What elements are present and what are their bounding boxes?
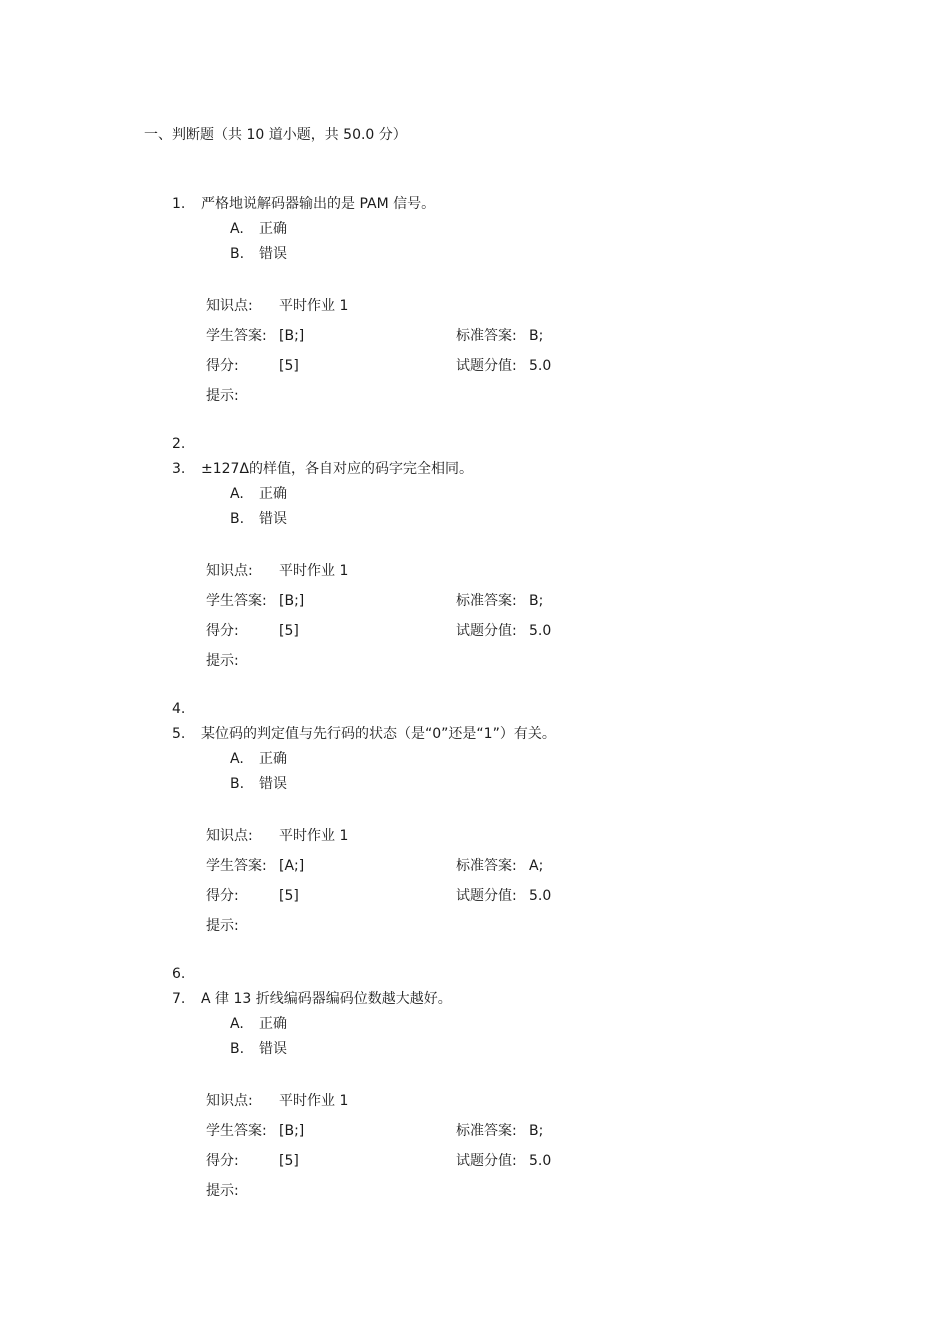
score-label: 得分: (206, 623, 239, 639)
standard-answer-value: B; (529, 1123, 544, 1139)
hint-row (172, 387, 872, 417)
score-value: [5] (279, 888, 299, 904)
option-a (172, 1015, 872, 1040)
knowledge-row (172, 562, 872, 592)
hint-label: 提示: (206, 388, 239, 404)
section-title: 一、判断题（共 10 道小题，共 50.0 分） (144, 127, 407, 143)
knowledge-label: 知识点: (206, 298, 253, 314)
knowledge-row (172, 1092, 872, 1122)
question-text: 严格地说解码器输出的是 PAM 信号。 (201, 196, 436, 212)
answer-info (172, 297, 872, 417)
question-block (172, 725, 872, 990)
student-answer-value: [B;] (279, 1123, 305, 1139)
option-letter: A. (230, 1016, 244, 1032)
option-a (172, 750, 872, 775)
option-a (172, 485, 872, 510)
standard-answer-label: 标准答案: (456, 593, 517, 609)
option-text: 错误 (259, 246, 287, 262)
option-text: 正确 (259, 221, 287, 237)
question-value-label: 试题分值: (456, 623, 517, 639)
empty-question-number (172, 435, 872, 460)
question-number: 6. (172, 966, 186, 982)
option-b (172, 1040, 872, 1065)
option-a (172, 220, 872, 245)
student-answer-value: [B;] (279, 328, 305, 344)
score-label: 得分: (206, 888, 239, 904)
answer-row (172, 1122, 872, 1152)
question-value-value: 5.0 (529, 1153, 552, 1169)
option-text: 错误 (259, 511, 287, 527)
option-letter: B. (230, 246, 245, 262)
empty-question-number (172, 965, 872, 990)
question-line (172, 460, 872, 485)
option-b (172, 775, 872, 800)
student-answer-label: 学生答案: (206, 328, 267, 344)
score-value: [5] (279, 358, 299, 374)
question-line (172, 725, 872, 750)
option-letter: A. (230, 751, 244, 767)
question-block (172, 990, 872, 1212)
option-letter: A. (230, 486, 244, 502)
score-row (172, 1152, 872, 1182)
hint-label: 提示: (206, 653, 239, 669)
option-letter: A. (230, 221, 244, 237)
knowledge-value: 平时作业 1 (279, 298, 349, 314)
question-value-value: 5.0 (529, 888, 552, 904)
standard-answer-value: B; (529, 328, 544, 344)
hint-label: 提示: (206, 1183, 239, 1199)
question-number: 1. (172, 196, 186, 212)
standard-answer-label: 标准答案: (456, 1123, 517, 1139)
student-answer-value: [B;] (279, 593, 305, 609)
score-row (172, 357, 872, 387)
question-text: A 律 13 折线编码器编码位数越大越好。 (201, 991, 452, 1007)
option-letter: B. (230, 776, 245, 792)
answer-row (172, 592, 872, 622)
student-answer-value: [A;] (279, 858, 305, 874)
standard-answer-label: 标准答案: (456, 858, 517, 874)
standard-answer-value: A; (529, 858, 544, 874)
option-text: 正确 (259, 486, 287, 502)
score-label: 得分: (206, 1153, 239, 1169)
option-b (172, 510, 872, 535)
option-text: 错误 (259, 1041, 287, 1057)
question-text: ±127Δ的样值，各自对应的码字完全相同。 (201, 461, 474, 477)
student-answer-label: 学生答案: (206, 1123, 267, 1139)
knowledge-value: 平时作业 1 (279, 563, 349, 579)
option-letter: B. (230, 1041, 245, 1057)
answer-info (172, 1092, 872, 1212)
knowledge-row (172, 827, 872, 857)
question-line (172, 195, 872, 220)
knowledge-label: 知识点: (206, 563, 253, 579)
question-block (172, 460, 872, 725)
option-b (172, 245, 872, 270)
question-line (172, 990, 872, 1015)
question-value-label: 试题分值: (456, 888, 517, 904)
hint-label: 提示: (206, 918, 239, 934)
question-value-label: 试题分值: (456, 358, 517, 374)
standard-answer-value: B; (529, 593, 544, 609)
answer-info (172, 827, 872, 947)
question-list (172, 195, 872, 1212)
option-text: 正确 (259, 751, 287, 767)
question-value-value: 5.0 (529, 623, 552, 639)
hint-row (172, 1182, 872, 1212)
question-number: 3. (172, 461, 186, 477)
answer-info (172, 562, 872, 682)
question-value-value: 5.0 (529, 358, 552, 374)
empty-question-number (172, 700, 872, 725)
question-number: 7. (172, 991, 186, 1007)
hint-row (172, 652, 872, 682)
knowledge-value: 平时作业 1 (279, 1093, 349, 1109)
question-number: 2. (172, 436, 186, 452)
question-value-label: 试题分值: (456, 1153, 517, 1169)
answer-row (172, 327, 872, 357)
knowledge-value: 平时作业 1 (279, 828, 349, 844)
student-answer-label: 学生答案: (206, 858, 267, 874)
knowledge-label: 知识点: (206, 828, 253, 844)
question-text: 某位码的判定值与先行码的状态（是“0”还是“1”）有关。 (201, 726, 556, 742)
option-text: 正确 (259, 1016, 287, 1032)
student-answer-label: 学生答案: (206, 593, 267, 609)
score-value: [5] (279, 623, 299, 639)
question-number: 5. (172, 726, 186, 742)
score-label: 得分: (206, 358, 239, 374)
knowledge-label: 知识点: (206, 1093, 253, 1109)
standard-answer-label: 标准答案: (456, 328, 517, 344)
option-text: 错误 (259, 776, 287, 792)
question-number: 4. (172, 701, 186, 717)
score-value: [5] (279, 1153, 299, 1169)
score-row (172, 887, 872, 917)
option-letter: B. (230, 511, 245, 527)
question-block (172, 195, 872, 460)
score-row (172, 622, 872, 652)
hint-row (172, 917, 872, 947)
knowledge-row (172, 297, 872, 327)
answer-row (172, 857, 872, 887)
